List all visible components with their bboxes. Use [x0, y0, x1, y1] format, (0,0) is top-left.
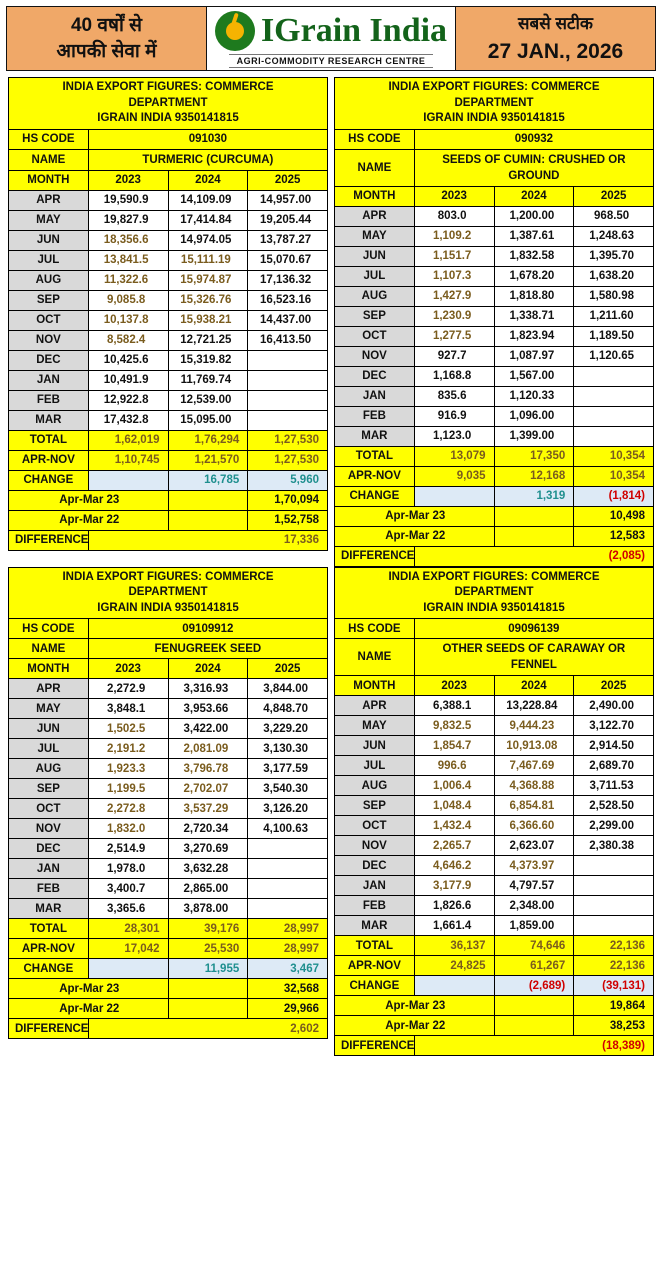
table-row: APR 803.0 1,200.00 968.50 — [335, 206, 654, 226]
table-row: MAR 1,661.4 1,859.00 — [335, 916, 654, 936]
table-row: SEP 9,085.8 15,326.76 16,523.16 — [9, 290, 328, 310]
header-right-line1: सबसे सटीक — [518, 13, 593, 33]
table-row: JUN 1,151.7 1,832.58 1,395.70 — [335, 246, 654, 266]
table-row: MAY 9,832.5 9,444.23 3,122.70 — [335, 716, 654, 736]
year-header-2023: 2023 — [414, 676, 494, 696]
hs-code-value: 09109912 — [88, 619, 327, 639]
table-row: AUG 1,427.9 1,818.80 1,580.98 — [335, 286, 654, 306]
apr-mar-23-row: Apr-Mar 23 32,568 — [9, 979, 328, 999]
table-row: JUL 13,841.5 15,111.19 15,070.67 — [9, 250, 328, 270]
commodity-name: TURMERIC (CURCUMA) — [88, 149, 327, 170]
apr-nov-row: APR-NOV 9,035 12,168 10,354 — [335, 466, 654, 486]
brand-logo-row — [215, 11, 447, 51]
hs-code-value: 09096139 — [414, 619, 653, 639]
apr-mar-22-row: Apr-Mar 22 29,966 — [9, 999, 328, 1019]
apr-mar-23-row: Apr-Mar 23 1,70,094 — [9, 490, 328, 510]
hs-code-label: HS CODE — [335, 619, 415, 639]
table-row: JAN 3,177.9 4,797.57 — [335, 876, 654, 896]
name-label: NAME — [9, 149, 89, 170]
table-row: JAN 835.6 1,120.33 — [335, 386, 654, 406]
table-row: MAR 3,365.6 3,878.00 — [9, 899, 328, 919]
table-row: SEP 1,230.9 1,338.71 1,211.60 — [335, 306, 654, 326]
name-label: NAME — [335, 639, 415, 676]
header-right-banner — [455, 7, 655, 70]
table-row: MAR 17,432.8 15,095.00 — [9, 410, 328, 430]
year-header-2025: 2025 — [248, 170, 328, 190]
hs-code-label: HS CODE — [9, 129, 89, 149]
table-row: DEC 10,425.6 15,319.82 — [9, 350, 328, 370]
export-table — [8, 77, 328, 551]
apr-nov-row: APR-NOV 1,10,745 1,21,570 1,27,530 — [9, 450, 328, 470]
commodity-name: OTHER SEEDS OF CARAWAY OR FENNEL — [414, 639, 653, 676]
report-card-turmeric — [6, 77, 331, 567]
total-row: TOTAL 1,62,019 1,76,294 1,27,530 — [9, 430, 328, 450]
table-title: INDIA EXPORT FIGURES: COMMERCE DEPARTMENT IGRAIN INDIA 9350141815 — [335, 567, 654, 619]
table-row: JAN 10,491.9 11,769.74 — [9, 370, 328, 390]
table-row: APR 6,388.1 13,228.84 2,490.00 — [335, 696, 654, 716]
table-row: FEB 1,826.6 2,348.00 — [335, 896, 654, 916]
table-row: APR 2,272.9 3,316.93 3,844.00 — [9, 679, 328, 699]
commodity-name: SEEDS OF CUMIN: CRUSHED OR GROUND — [414, 149, 653, 186]
apr-nov-row: APR-NOV 24,825 61,267 22,136 — [335, 956, 654, 976]
total-row: TOTAL 28,301 39,176 28,997 — [9, 919, 328, 939]
apr-mar-22-row: Apr-Mar 22 1,52,758 — [9, 510, 328, 530]
table-row: NOV 1,832.0 2,720.34 4,100.63 — [9, 819, 328, 839]
table-row: DEC 1,168.8 1,567.00 — [335, 366, 654, 386]
table-row: MAY 3,848.1 3,953.66 4,848.70 — [9, 699, 328, 719]
name-label: NAME — [335, 149, 415, 186]
apr-nov-row: APR-NOV 17,042 25,530 28,997 — [9, 939, 328, 959]
export-table — [8, 567, 328, 1040]
hs-code-label: HS CODE — [9, 619, 89, 639]
month-label: MONTH — [9, 659, 89, 679]
table-title: INDIA EXPORT FIGURES: COMMERCE DEPARTMENT IGRAIN INDIA 9350141815 — [9, 567, 328, 619]
hs-code-value: 091030 — [88, 129, 327, 149]
table-row: AUG 1,006.4 4,368.88 3,711.53 — [335, 776, 654, 796]
table-row: FEB 12,922.8 12,539.00 — [9, 390, 328, 410]
export-table — [334, 567, 654, 1057]
year-header-2023: 2023 — [88, 659, 168, 679]
table-row: MAY 19,827.9 17,414.84 19,205.44 — [9, 210, 328, 230]
report-card-fenugreek — [6, 567, 331, 1057]
total-row: TOTAL 13,079 17,350 10,354 — [335, 446, 654, 466]
year-header-2024: 2024 — [168, 659, 248, 679]
month-label: MONTH — [335, 186, 415, 206]
igrain-logo-icon — [215, 11, 255, 51]
year-header-2025: 2025 — [574, 676, 654, 696]
table-row: MAY 1,109.2 1,387.61 1,248.63 — [335, 226, 654, 246]
table-row: OCT 10,137.8 15,938.21 14,437.00 — [9, 310, 328, 330]
year-header-2024: 2024 — [494, 676, 574, 696]
year-header-2024: 2024 — [168, 170, 248, 190]
export-table — [334, 77, 654, 567]
difference-row: DIFFERENCE (2,085) — [335, 546, 654, 566]
year-header-2023: 2023 — [414, 186, 494, 206]
apr-mar-23-row: Apr-Mar 23 19,864 — [335, 996, 654, 1016]
table-row: SEP 1,199.5 2,702.07 3,540.30 — [9, 779, 328, 799]
reports-grid — [6, 77, 656, 1056]
report-card-cumin — [331, 77, 656, 567]
table-row: SEP 1,048.4 6,854.81 2,528.50 — [335, 796, 654, 816]
table-row: OCT 2,272.8 3,537.29 3,126.20 — [9, 799, 328, 819]
table-row: DEC 2,514.9 3,270.69 — [9, 839, 328, 859]
apr-mar-23-row: Apr-Mar 23 10,498 — [335, 506, 654, 526]
difference-row: DIFFERENCE 17,336 — [9, 530, 328, 550]
table-row: JUL 1,107.3 1,678.20 1,638.20 — [335, 266, 654, 286]
table-row: NOV 8,582.4 12,721.25 16,413.50 — [9, 330, 328, 350]
table-title: INDIA EXPORT FIGURES: COMMERCE DEPARTMENT IGRAIN INDIA 9350141815 — [335, 78, 654, 130]
name-label: NAME — [9, 639, 89, 659]
change-row: CHANGE 11,955 3,467 — [9, 959, 328, 979]
commodity-name: FENUGREEK SEED — [88, 639, 327, 659]
table-row: OCT 1,432.4 6,366.60 2,299.00 — [335, 816, 654, 836]
table-title: INDIA EXPORT FIGURES: COMMERCE DEPARTMENT IGRAIN INDIA 9350141815 — [9, 78, 328, 130]
header-date: 27 JAN., 2026 — [487, 40, 624, 64]
table-row: JUL 2,191.2 2,081.09 3,130.30 — [9, 739, 328, 759]
table-row: APR 19,590.9 14,109.09 14,957.00 — [9, 190, 328, 210]
brand-tagline: AGRI-COMMODITY RESEARCH CENTRE — [229, 54, 434, 68]
table-row: AUG 1,923.3 3,796.78 3,177.59 — [9, 759, 328, 779]
difference-row: DIFFERENCE 2,602 — [9, 1019, 328, 1039]
page-header — [6, 6, 656, 71]
table-row: OCT 1,277.5 1,823.94 1,189.50 — [335, 326, 654, 346]
hs-code-value: 090932 — [414, 129, 653, 149]
table-row: JUN 1,502.5 3,422.00 3,229.20 — [9, 719, 328, 739]
total-row: TOTAL 36,137 74,646 22,136 — [335, 936, 654, 956]
year-header-2023: 2023 — [88, 170, 168, 190]
table-row: NOV 927.7 1,087.97 1,120.65 — [335, 346, 654, 366]
month-label: MONTH — [335, 676, 415, 696]
report-card-fennel — [331, 567, 656, 1057]
year-header-2024: 2024 — [494, 186, 574, 206]
year-header-2025: 2025 — [574, 186, 654, 206]
table-row: NOV 2,265.7 2,623.07 2,380.38 — [335, 836, 654, 856]
year-header-2025: 2025 — [248, 659, 328, 679]
table-row: JAN 1,978.0 3,632.28 — [9, 859, 328, 879]
table-row: JUN 18,356.6 14,974.05 13,787.27 — [9, 230, 328, 250]
brand-name: IGrain India — [260, 12, 448, 49]
table-row: DEC 4,646.2 4,373.97 — [335, 856, 654, 876]
change-row: CHANGE (2,689) (39,131) — [335, 976, 654, 996]
table-row: JUN 1,854.7 10,913.08 2,914.50 — [335, 736, 654, 756]
change-row: CHANGE 16,785 5,960 — [9, 470, 328, 490]
table-row: JUL 996.6 7,467.69 2,689.70 — [335, 756, 654, 776]
table-row: AUG 11,322.6 15,974.87 17,136.32 — [9, 270, 328, 290]
table-row: FEB 3,400.7 2,865.00 — [9, 879, 328, 899]
apr-mar-22-row: Apr-Mar 22 38,253 — [335, 1016, 654, 1036]
table-row: MAR 1,123.0 1,399.00 — [335, 426, 654, 446]
hs-code-label: HS CODE — [335, 129, 415, 149]
header-brand — [207, 7, 455, 70]
apr-mar-22-row: Apr-Mar 22 12,583 — [335, 526, 654, 546]
header-left-line1: 40 वर्षों से — [70, 14, 142, 36]
change-row: CHANGE 1,319 (1,814) — [335, 486, 654, 506]
table-row: FEB 916.9 1,096.00 — [335, 406, 654, 426]
month-label: MONTH — [9, 170, 89, 190]
difference-row: DIFFERENCE (18,389) — [335, 1036, 654, 1056]
header-left-line2: आपकी सेवा में — [56, 40, 157, 62]
header-left-banner — [7, 7, 207, 70]
